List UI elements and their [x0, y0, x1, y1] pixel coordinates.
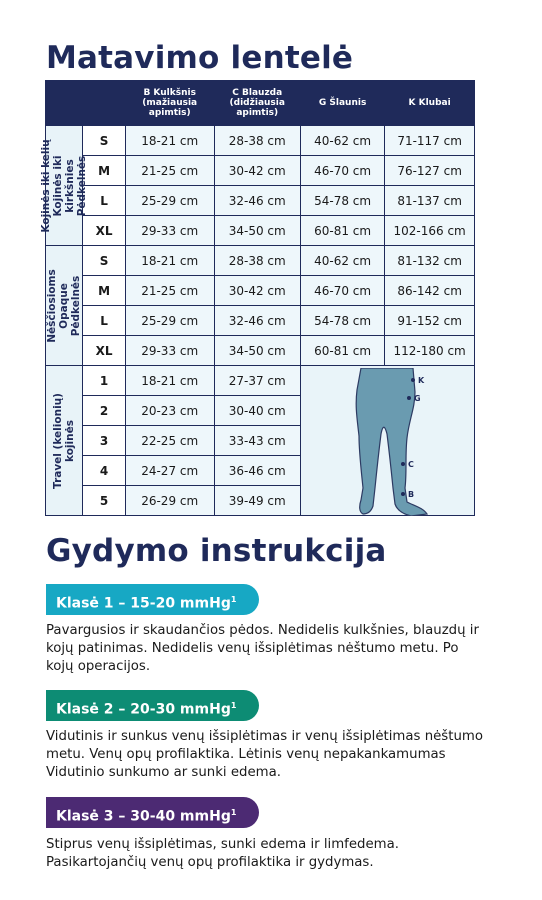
value-g: 54-78 cm	[300, 186, 384, 216]
value-c: 28-38 cm	[214, 126, 300, 156]
class-3-sup: 1	[230, 808, 237, 817]
leg-figure-cell	[300, 366, 474, 516]
header-c-line3: apimtis)	[236, 108, 279, 118]
header-k-hips	[385, 81, 475, 126]
value-b: 18-21 cm	[125, 246, 214, 276]
class-3-band	[46, 797, 259, 828]
class-1-text: Pavargusios ir skaudančios pėdos. Nedidelis kulkšnies, blauzdų ir kojų patinimas. Nedidelis venų išsiplėtimas nėštumo metu. Po kojų operacijos.	[46, 623, 479, 674]
leg-label-k: K	[417, 376, 425, 385]
value-c: 32-46 cm	[214, 186, 300, 216]
value-c: 30-42 cm	[214, 156, 300, 186]
value-c: 30-42 cm	[214, 276, 300, 306]
value-g: 40-62 cm	[300, 246, 384, 276]
value-g: 60-81 cm	[300, 216, 384, 246]
class-2-sup: 1	[230, 701, 237, 710]
value-b: 21-25 cm	[125, 156, 214, 186]
group-label: Kojinės iki kelių Kojinės iki kirkšnies Pėdkelnės	[40, 138, 89, 233]
value-k: 81-132 cm	[385, 246, 475, 276]
size-cell: 5	[83, 486, 126, 516]
value-b: 26-29 cm	[125, 486, 214, 516]
header-c-calf	[214, 81, 300, 126]
table-row	[46, 216, 475, 246]
table-row	[46, 126, 475, 156]
value-b: 21-25 cm	[125, 276, 214, 306]
class-1-label: Klasė 1 – 15-20 mmHg	[56, 595, 231, 612]
header-g-thigh	[300, 81, 384, 126]
header-k-line1: K Klubai	[408, 98, 451, 108]
value-b: 18-21 cm	[125, 366, 214, 396]
value-c: 27-37 cm	[214, 366, 300, 396]
value-g: 40-62 cm	[300, 126, 384, 156]
value-k: 81-137 cm	[385, 186, 475, 216]
value-b: 20-23 cm	[125, 396, 214, 426]
leg-measurement-icon	[311, 368, 451, 516]
value-c: 28-38 cm	[214, 246, 300, 276]
value-k: 102-166 cm	[385, 216, 475, 246]
table-row	[46, 276, 475, 306]
value-b: 22-25 cm	[125, 426, 214, 456]
size-cell: XL	[83, 216, 126, 246]
value-k: 112-180 cm	[385, 336, 475, 366]
class-2-text: Vidutinis ir sunkus venų išsiplėtimas ir venų išsiplėtimas nėštumo metu. Venų opų profilaktika. Lėtinis venų nepakankamumas Vidutinio sunkumo ar sunki edema.	[46, 729, 483, 780]
header-g-line1: G Šlaunis	[318, 98, 367, 108]
table-row	[46, 186, 475, 216]
header-blank	[46, 81, 126, 126]
value-b: 25-29 cm	[125, 186, 214, 216]
size-cell: S	[83, 126, 126, 156]
value-b: 18-21 cm	[125, 126, 214, 156]
header-b-ankle	[125, 81, 214, 126]
size-table	[40, 80, 475, 516]
value-c: 34-50 cm	[214, 216, 300, 246]
header-b-line3: apimtis)	[148, 108, 191, 118]
class-2-band	[46, 690, 259, 721]
class-1-band	[46, 584, 259, 615]
value-g: 46-70 cm	[300, 276, 384, 306]
group-label-cell	[46, 246, 83, 366]
size-cell: L	[83, 186, 126, 216]
table-row	[46, 246, 475, 276]
leg-label-b: B	[407, 490, 415, 499]
value-c: 36-46 cm	[214, 456, 300, 486]
class-2-label: Klasė 2 – 20-30 mmHg	[56, 701, 231, 718]
class-3-text: Stiprus venų išsiplėtimas, sunki edema ir limfedema. Pasikartojančių venų opų profilaktika ir gydymas.	[46, 837, 399, 870]
value-c: 30-40 cm	[214, 396, 300, 426]
header-b-line2: (mažiausia	[142, 98, 198, 108]
size-cell: M	[83, 276, 126, 306]
table-row	[46, 366, 475, 396]
value-k: 71-117 cm	[385, 126, 475, 156]
value-g: 54-78 cm	[300, 306, 384, 336]
leg-label-g: G	[413, 394, 421, 403]
size-cell: XL	[83, 336, 126, 366]
size-cell: 1	[83, 366, 126, 396]
group-label-cell	[46, 366, 83, 516]
size-cell: M	[83, 156, 126, 186]
value-k: 91-152 cm	[385, 306, 475, 336]
value-k: 76-127 cm	[385, 156, 475, 186]
value-b: 24-27 cm	[125, 456, 214, 486]
value-c: 34-50 cm	[214, 336, 300, 366]
value-c: 32-46 cm	[214, 306, 300, 336]
value-b: 29-33 cm	[125, 216, 214, 246]
table-row	[46, 306, 475, 336]
header-c-line1: C Blauzda	[232, 88, 283, 98]
header-c-line2: (didžiausia	[229, 98, 285, 108]
value-g: 46-70 cm	[300, 156, 384, 186]
size-cell: S	[83, 246, 126, 276]
value-c: 33-43 cm	[214, 426, 300, 456]
class-1-sup: 1	[230, 595, 237, 604]
size-cell: L	[83, 306, 126, 336]
group-label: Nėščiosioms Opaque Pėdkelnės	[46, 268, 83, 343]
size-cell: 4	[83, 456, 126, 486]
size-cell: 2	[83, 396, 126, 426]
value-b: 29-33 cm	[125, 336, 214, 366]
value-g: 60-81 cm	[300, 336, 384, 366]
page-title: Matavimo lentelė	[46, 40, 354, 76]
leg-label-c: C	[407, 460, 414, 469]
header-b-line1: B Kulkšnis	[143, 88, 196, 98]
value-b: 25-29 cm	[125, 306, 214, 336]
table-header-row	[46, 81, 475, 126]
table-row	[46, 156, 475, 186]
table-row	[46, 336, 475, 366]
value-c: 39-49 cm	[214, 486, 300, 516]
value-k: 86-142 cm	[385, 276, 475, 306]
group-label-cell	[40, 126, 89, 246]
class-3-label: Klasė 3 – 30-40 mmHg	[56, 808, 231, 825]
size-cell: 3	[83, 426, 126, 456]
group-label: Travel (kelionių) kojinės	[52, 392, 77, 489]
instructions-title: Gydymo instrukcija	[46, 533, 387, 569]
